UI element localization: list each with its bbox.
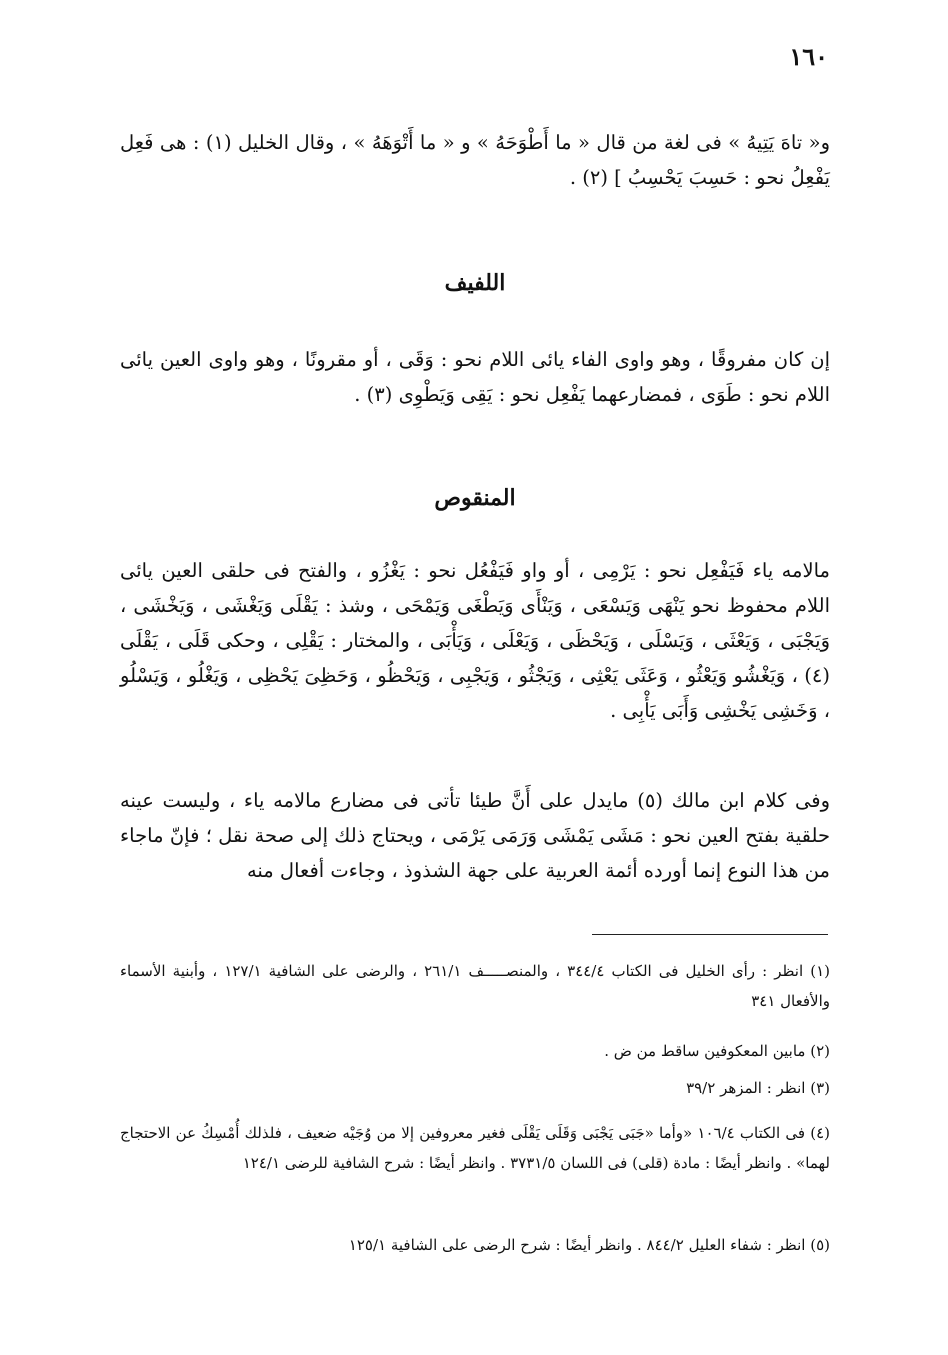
paragraph-intro-block [120, 125, 830, 195]
paragraph-manqus-block [120, 553, 830, 728]
footnote-2: (٢) مابين المعكوفين ساقط من ض . [604, 1042, 830, 1060]
section-heading-manqus: المنقوص [434, 485, 516, 511]
paragraph-intro: و« تاهَ يَتِيهُ » فى لغة من قال « ما أَطْوَحَهُ » و « ما أَتْوَهَهُ » ، وقال الخليل (١) : هى فَعِل يَفْعِلُ نحو : حَسِبَ يَحْسِبُ ] (٢) . [120, 131, 830, 189]
footnote-5: (٥) انظر : شفاء العليل ٨٤٤/٢ . وانظر أيضًا : شرح الرضى على الشافية ١٢٥/١ [348, 1236, 830, 1254]
section-heading-lafif: اللفيف [444, 270, 506, 296]
footnote-separator [592, 934, 828, 935]
page-number: ١٦٠ [789, 42, 828, 71]
footnote-1: (١) انظر : رأى الخليل فى الكتاب ٣٤٤/٤ ، والمنصـــــف ٢٦١/١ ، والرضى على الشافية ١٢٧/١ ، وأبنية الأسماء والأفعال ٣٤١ [120, 962, 830, 1010]
footnote-3: (٣) انظر : المزهر ٣٩/٢ [686, 1079, 830, 1097]
footnote-4: (٤) فى الكتاب ١٠٦/٤ «وأما «جَبَى يَجْبَى وَقَلَى يَقْلَى فغير معروفين إلا من وُجَيْه ضعيف ، فلذلك أُمْسِكُ عن الاحتجاج لهما» . وانظر أيضًا : مادة (قلى) فى اللسان ٣٧٣١/٥ . وانظر أيضًا : شرح الشافية للرضى ١٢٤/١ [120, 1124, 830, 1172]
paragraph-manqus: مالامه ياء فَيَفْعِل نحو : يَرْمِى ، أو واو فَيَفْعُل نحو : يَغْزُو ، والفتح فى حلقى العين يائى اللام محفوظ نحو يَنْهَى وَيَسْعَى ، وَيَنْأَى وَيَطْغَى وَيَمْحَى ، وشذ : يَقْلَى وَيَغْشَى ، وَيَخْشَى ، وَيَجْبَى ، وَيَعْثَى ، وَيَسْلَى ، وَيَحْظَى ، وَيَعْلَى ، وَيَأْبَى ، والمختار : يَقْلِى ، وحكى قَلَى ، يَقْلَى (٤) ، وَيَغْشُو وَيَعْثُو ، وَعَثَى يَعْثِى ، وَيَجْثُو ، وَيَجْبِى ، وَيَحْظُو ، وَحَظِىَ يَحْظِى ، وَيَغْلُو ، وَيَسْلُو ، وَخَشِى يَخْشِى وَأَبَى يَأْبِى . [120, 559, 830, 722]
paragraph-lafif-block [120, 342, 830, 412]
paragraph-ibn-malik: وفى كلام ابن مالك (٥) مايدل على أَنَّ طيئا تأتى فى مضارع مالامه ياء ، وليست عينه حلقية بفتح العين نحو : مَشَى يَمْشَى وَرَمَى يَرْمَى ، ويحتاج ذلك إلى صحة نقل ؛ فإنّ ماجاء من هذا النوع إنما أورده أئمة العربية على جهة الشذوذ ، وجاءت أفعال منه [120, 789, 831, 882]
paragraph-ibn-malik-block [120, 783, 830, 888]
paragraph-lafif: إن كان مفروقًا ، وهو واوى الفاء يائى اللام نحو : وَقَى ، أو مقرونًا ، وهو واوى العين يائى اللام نحو : طَوَى ، فمضارعهما يَفْعِل نحو : يَقِى وَيَطْوِى (٣) . [120, 348, 830, 406]
